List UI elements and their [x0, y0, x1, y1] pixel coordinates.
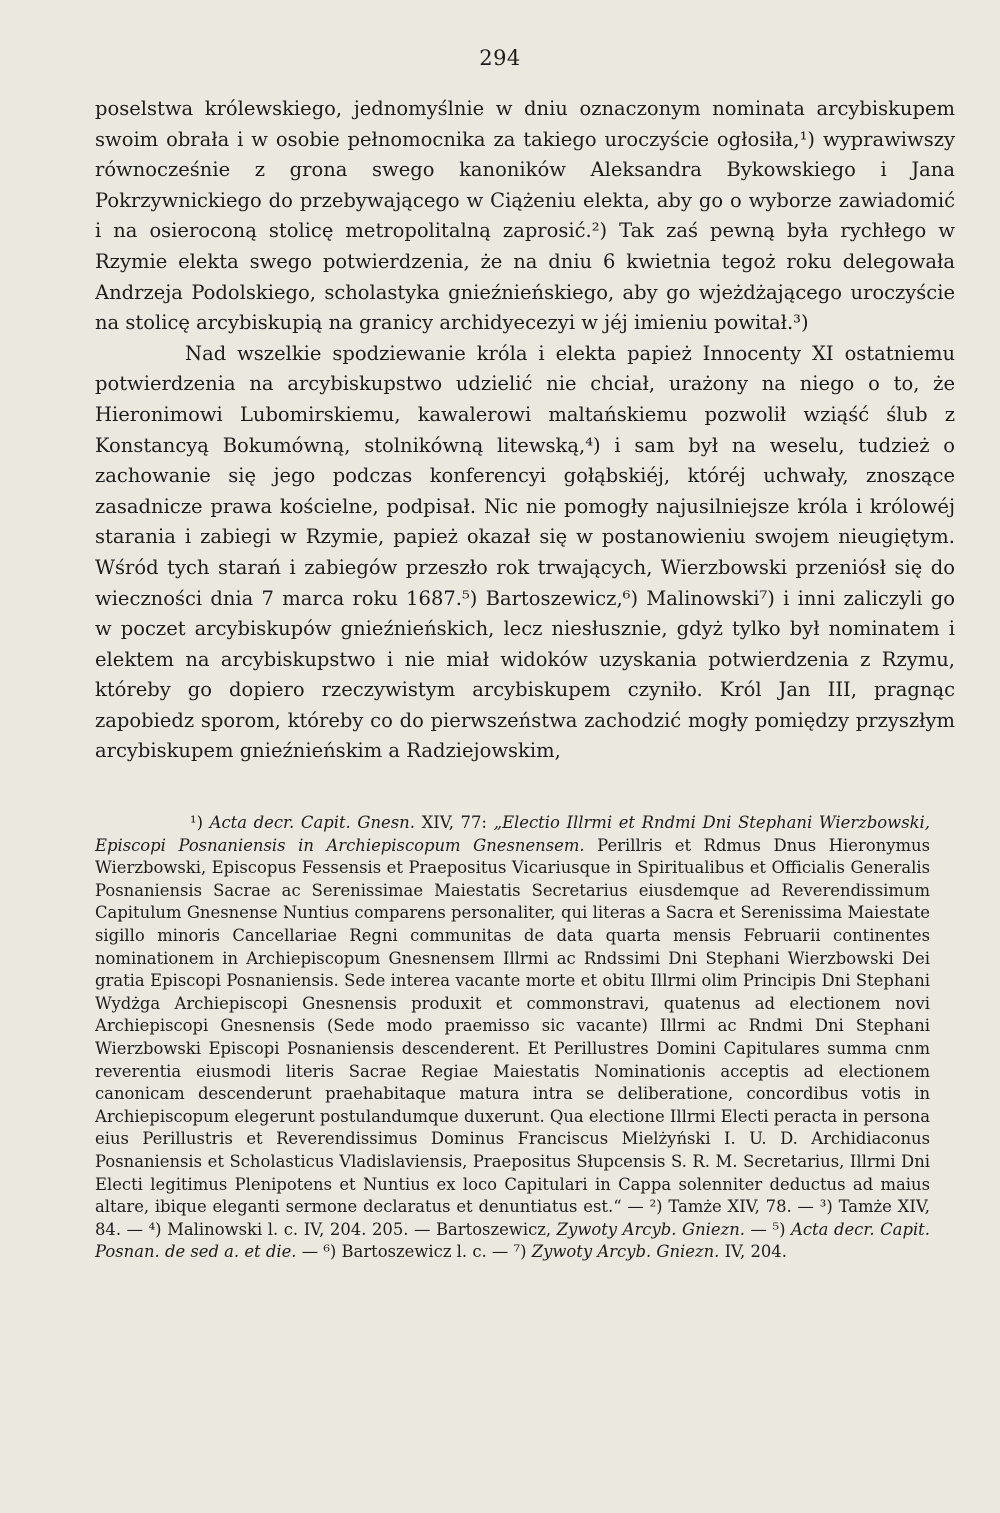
footnote-5-marker: ⁵)	[772, 1219, 786, 1239]
footnote-1-quote: „Electio Illrmi et Rndmi Dni Stephani Wierzbowski, Episcopi Posnaniensis in Archiepiscopum Gnesnensem.	[95, 813, 931, 855]
footnote-1-ref: XIV, 77:	[421, 813, 487, 832]
footnote-1-marker: ¹)	[190, 813, 203, 832]
footnote-4-text: Malinowski l. c. IV, 204. 205. — Bartoszewicz,	[167, 1219, 552, 1239]
footnote-7-marker: ⁷)	[513, 1242, 527, 1262]
paragraph-2: Nad wszelkie spodziewanie króla i elekta papież Innocenty XI ostatniemu potwierdzenia na arcybiskupstwo udzielić nie chciał, urażony na niego o to, że Hieronimowi Lubomirskiemu, kawalerowi maltańskiemu pozwolił wziąść ślub z Konstancyą Bokumówną, stolnikówną litewską,⁴) i sam był na weselu, tudzież o zachowanie się jego podczas konferencyi gołąbskiéj, któréj uchwały, znoszące zasadnicze prawa kościelne, podpisał. Nic nie pomogły najusilniejsze króla i królowéj starania i zabiegi w Rzymie, papież okazał się w postanowieniu swojem nieugiętym. Wśród tych starań i zabiegów przeszło rok trwających, Wierzbowski przeniósł się do wieczności dnia 7 marca roku 1687.⁵) Bartoszewicz,⁶) Malinowski⁷) i inni zaliczyli go w poczet arcybiskupów gnieźnieńskich, lecz niesłusznie, gdyż tylko był nominatem i elektem na arcybiskupstwo i nie miał widoków uzyskania potwierdzenia z Rzymu, któreby go dopiero rzeczywistym arcybiskupem czyniło. Król Jan III, pragnąc zapobiedz sporom, któreby co do pierwszeństwa zachodzić mogły pomiędzy przyszłym arcybiskupem gnieźnieńskim a Radziejowskim,	[95, 341, 955, 763]
paragraph-1: poselstwa królewskiego, jednomyślnie w dniu oznaczonym nominata arcybiskupem swoim obrała i w osobie pełnomocnika za takiego uroczyście ogłosiła,¹) wyprawiwszy równocześnie z grona swego kanoników Aleksandra Bykowskiego i Jana Pokrzywnickiego do przebywającego w Ciążeniu elekta, aby go o wyborze zawiadomić i na osieroconą stolicę metropolitalną zaprosić.²) Tak zaś pewną była rychłego w Rzymie elekta swego potwierdzenia, że na dniu 6 kwietnia tegoż roku delegowała Andrzeja Podolskiego, scholastyka gnieźnieńskiego, aby go wjeżdżającego uroczyście na stolicę arcybiskupią na granicy archidyecezyi w jéj imieniu powitał.³)	[95, 97, 955, 335]
footnote-block	[95, 812, 930, 1264]
footnote-2-text: Tamże XIV, 78. —	[668, 1197, 814, 1217]
footnote-7-title: Zywoty Arcyb. Gniezn.	[531, 1242, 720, 1262]
page-number: 294	[479, 46, 521, 70]
footnote-3-marker: ³)	[819, 1197, 833, 1217]
footnote-1-source: Acta decr. Capit. Gnesn.	[209, 813, 415, 832]
main-text	[95, 94, 955, 767]
footnote-6-text: Bartoszewicz l. c. —	[341, 1242, 509, 1262]
footnote-5-sep: —	[301, 1242, 319, 1262]
footnote-4-sep: —	[750, 1219, 767, 1239]
footnote-1-text: Perillris et Rdmus Dnus Hieronymus Wierzbowski, Episcopus Fessensis et Praepositus Vicariusque in Spiritualibus et Officialis Generalis Posnaniensis Sacrae ac Serenissimae Maiestatis Secretarius eiusdemque ad Reverendissimum Capitulum Gnesnense Nuntius comparens personaliter, qui literas a Sacra et Serenissima Maiestate sigillo minoris Cancellariae Regni communitas de data quarta mensis Februarii continentes nominationem in Archiepiscopum Gnesnensem Illrmi ac Rndssimi Dni Stephani Wierzbowski Dei gratia Episcopi Posnaniensis. Sede interea vacante morte et obitu Illrmi olim Principis Dni Stephani Wydżga Archiepiscopi Gnesnensis produxit et commonstravi, quatenus ad electionem novi Archiepiscopi Gnesnensis (Sede modo praemisso sic vacante) Illrmi ac Rndmi Dni Stephani Wierzbowski Episcopi Posnaniensis descenderent. Et Perillustres Domini Capitulares summa cnm reverentia eiusmodi literis Sacrae Regiae Maiestatis Nominationis acceptis ad electionem canonicam descenderunt praehabitaque matura intra se deliberatione, concordibus votis in Archiepiscopum elegerunt postulandumque duxerunt. Qua electione Illrmi Electi peracta in persona eius Perillustris et Reverendissimus Dominus Franciscus Mielżyński I. U. D. Archidiaconus Posnaniensis et Scholasticus Vladislaviensis, Praepositus Słupcensis S. R. M. Secretarius, Illrmi Dni Electi legitimus Plenipotens et Nuntius ex loco Capitulari in Cappa solenniter deductus ad maius altare, ibique eleganti sermone declaratus et denuntiatus est.“ —	[95, 835, 930, 1217]
footnote-5-source: Acta decr. Capit. Posnan. de sed a. et die.	[95, 1219, 930, 1262]
footnote-2-marker: ²)	[649, 1197, 663, 1217]
footnotes	[95, 812, 930, 1264]
footnote-7-text: IV, 204.	[724, 1242, 787, 1262]
footnote-4-marker: ⁴)	[148, 1219, 162, 1239]
footnote-3-text: Tamże XIV, 84. —	[95, 1197, 931, 1239]
footnote-6-marker: ⁶)	[323, 1242, 337, 1262]
footnote-4-title: Zywoty Arcyb. Gniezn.	[556, 1219, 745, 1239]
